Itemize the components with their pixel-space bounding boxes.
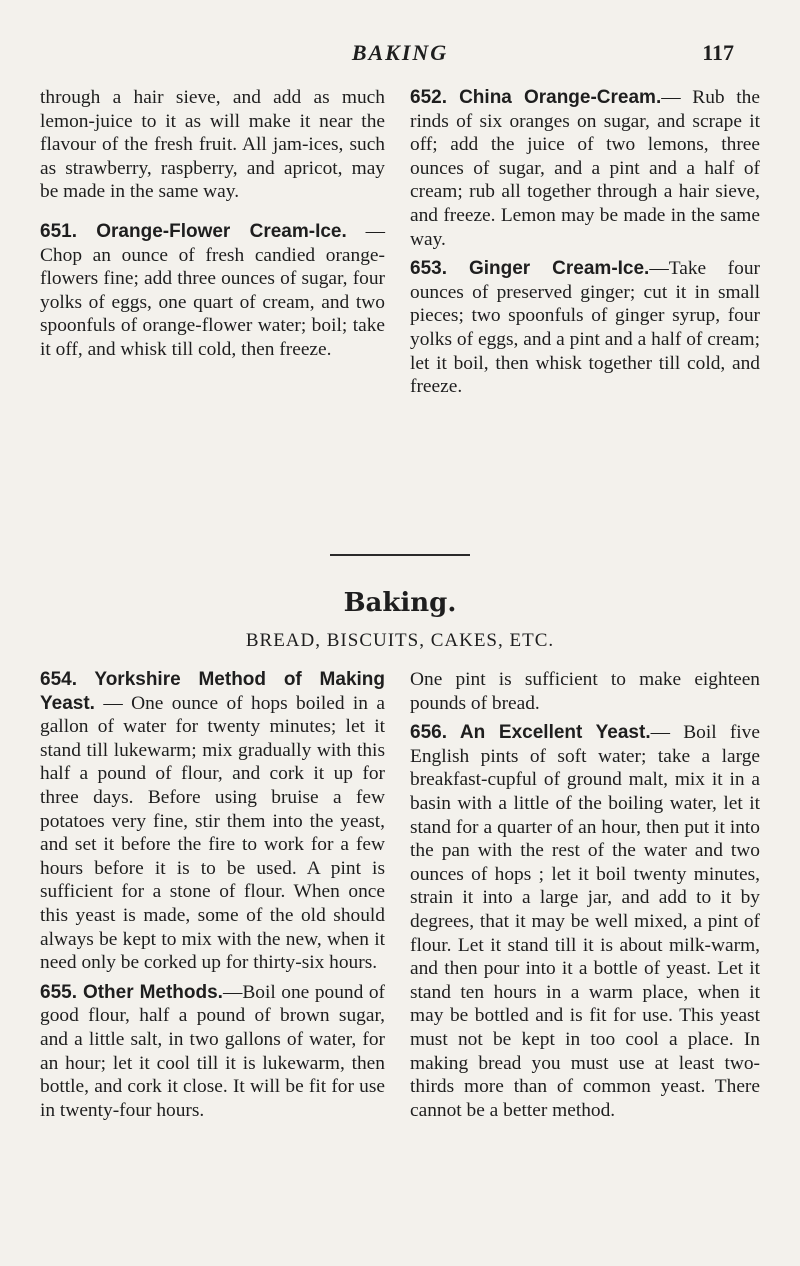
continuation-text: through a hair sieve, and add as much lemon-juice to it as will make it near the flavour of the fresh fruit. All jam-ices, such as strawberry, raspberry, and apricot, may be made in the same way. <box>40 87 385 203</box>
recipe-body: —Boil one pound of good flour, half a pound of brown sugar, and a little salt, in two gallons of water, for an hour; let it cool till it is lukewarm, then bottle, and cork it close. It will be fit for use in twenty-four hours. <box>40 981 385 1121</box>
recipe-656 <box>410 721 760 1122</box>
recipe-title: 655. Other Methods. <box>40 981 223 1003</box>
section-subtitle: BREAD, BISCUITS, CAKES, ETC. <box>245 630 555 651</box>
column-bottom-right <box>410 668 760 1122</box>
recipe-653 <box>410 257 760 399</box>
page-number: 117 <box>702 40 734 65</box>
section-divider <box>330 554 470 556</box>
recipe-body: — Chop an ounce of fresh candied orange-flowers fine; add three ounces of sugar, four yolks of eggs, one quart of cream, and two spoonfuls of orange-flower water; boil; take it off, and whisk till cold, then freeze. <box>40 220 385 360</box>
recipe-title: 654. Yorkshire Method of Making Yeast. <box>40 669 385 714</box>
recipe-654 <box>40 668 385 975</box>
recipe-title: 651. Orange-Flower Cream-Ice. <box>40 220 347 242</box>
recipe-body: — One ounce of hops boiled in a gallon of water for twenty minutes; let it stand till lukewarm; mix gradually with this half a pound of flour, and cork it up for three days. Before using bruise a few potatoes very fine, stir them into the yeast, and set it before the fire to work for a few hours before it is to be used. A pint is sufficient for a stone of flour. When once this yeast is made, some of the old should always be kept to mix with the new, when it need only be corked up for thirty-six hours. <box>40 692 385 974</box>
running-head-title: BAKING <box>351 40 449 65</box>
column-bottom-left <box>40 668 385 1122</box>
column-top-left <box>40 86 385 362</box>
recipe-title: 653. Ginger Cream-Ice. <box>410 258 650 280</box>
recipe-body: — Boil five English pints of soft water; take a large breakfast-cupful of ground malt, mix it in a basin with a little of the boiling water, let it stand for a quarter of an hour, then put it into the pan with the rest of the water and two ounces of hops ; let it boil twenty minutes, strain it into a large jar, and add to it by degrees, that it may be well mixed, a pint of flour. Let it stand till it is about milk-warm, and then pour into it a bottle of yeast. Let it stand ten hours in a warm place, when it may be bottled and is fit for use. This yeast must not be kept in too cool a place. In making bread you must use at least two-thirds more than of common yeast. There cannot be a better method. <box>410 722 760 1121</box>
recipe-body: —Take four ounces of preserved ginger; cut it in small pieces; two spoonfuls of ginger syrup, four yolks of eggs, and a pint and a half of cream; let it boil, then whisk together till cold, and freeze. <box>410 258 760 398</box>
continuation-text: One pint is sufficient to make eighteen pounds of bread. <box>410 669 760 714</box>
running-head <box>0 40 800 70</box>
recipe-652 <box>410 86 760 251</box>
recipe-title: 656. An Excellent Yeast. <box>410 722 651 744</box>
recipe-body: — Rub the rinds of six oranges on sugar, and scrape it off; add the juice of two lemons, three ounces of sugar, and a pint and a half of cream; rub all together through a hair sieve, and freeze. Lemon may be made in the same way. <box>410 87 760 250</box>
recipe-655 <box>40 981 385 1123</box>
column-top-right <box>410 86 760 399</box>
recipe-title: 652. China Orange-Cream. <box>410 87 662 108</box>
section-title: Baking. <box>343 588 457 618</box>
recipe-651 <box>40 220 385 362</box>
